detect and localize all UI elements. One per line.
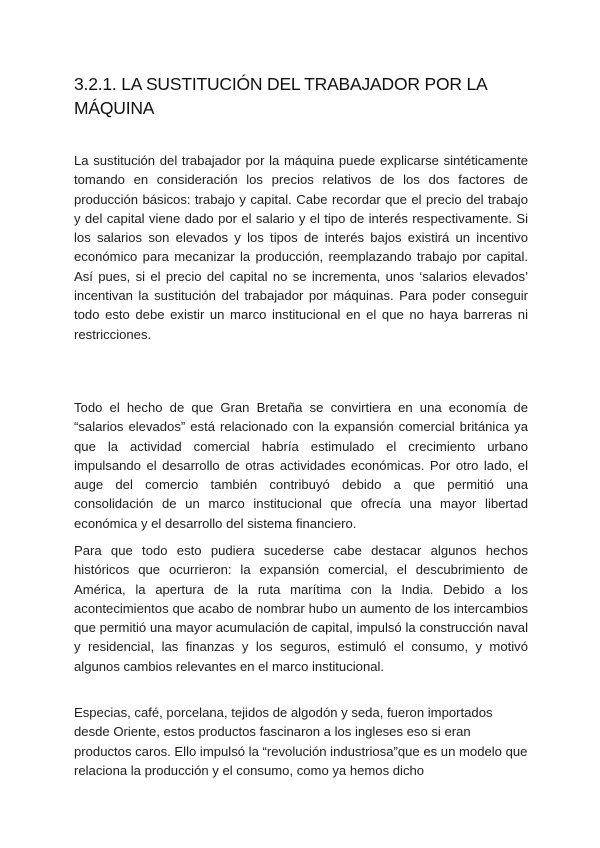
section-heading: 3.2.1. LA SUSTITUCIÓN DEL TRABAJADOR POR LA MÁQUINA xyxy=(74,74,487,118)
paragraph-2: Todo el hecho de que Gran Bretaña se convirtiera en una economía de “salarios elevados” está relacionado con la expansión comercial británica ya que la actividad comercial habría estimulado el crecimiento urbano impulsando el desarrollo de otras actividades económicas. Por otro lado, el auge del comercio también contribuyó debido a que permitió una consolidación de un marco institucional que ofrecía una mayor libertad económica y el desarrollo del sistema financiero. xyxy=(74,400,528,531)
paragraph-1: La sustitución del trabajador por la máquina puede explicarse sintéticamente tomando en consideración los precios relativos de los dos factores de producción básicos: trabajo y capital. Cabe recordar que el precio del trabajo y del capital viene dado por el salario y el tipo de interés respectivamente. Si los salarios son elevados y los tipos de interés bajos existirá un incentivo económico para mecanizar la producción, reemplazando trabajo por capital. Así pues, si el precio del capital no se incrementa, unos ‘salarios elevados’ incentivan la sustitución del trabajador por máquinas. Para poder conseguir todo esto debe existir un marco institucional en el que no haya barreras ni restricciones. xyxy=(74,153,528,342)
paragraph-4: Especias, café, porcelana, tejidos de algodón y seda, fueron importados desde Oriente, estos productos fascinaron a los ingleses eso si eran productos caros. Ello impulsó la “revolución industriosa”que es un modelo que relaciona la producción y el consumo, como ya hemos dicho xyxy=(74,705,528,778)
paragraph-3: Para que todo esto pudiera sucederse cabe destacar algunos hechos históricos que ocurrieron: la expansión comercial, el descubrimiento de América, la apertura de la ruta marítima con la India. Debido a los acontecimientos que acabo de nombrar hubo un aumento de los intercambios que permitió una mayor acumulación de capital, impulsó la construcción naval y residencial, las finanzas y los seguros, estimuló el consumo, y motivó algunos cambios relevantes en el marco institucional. xyxy=(74,543,528,674)
